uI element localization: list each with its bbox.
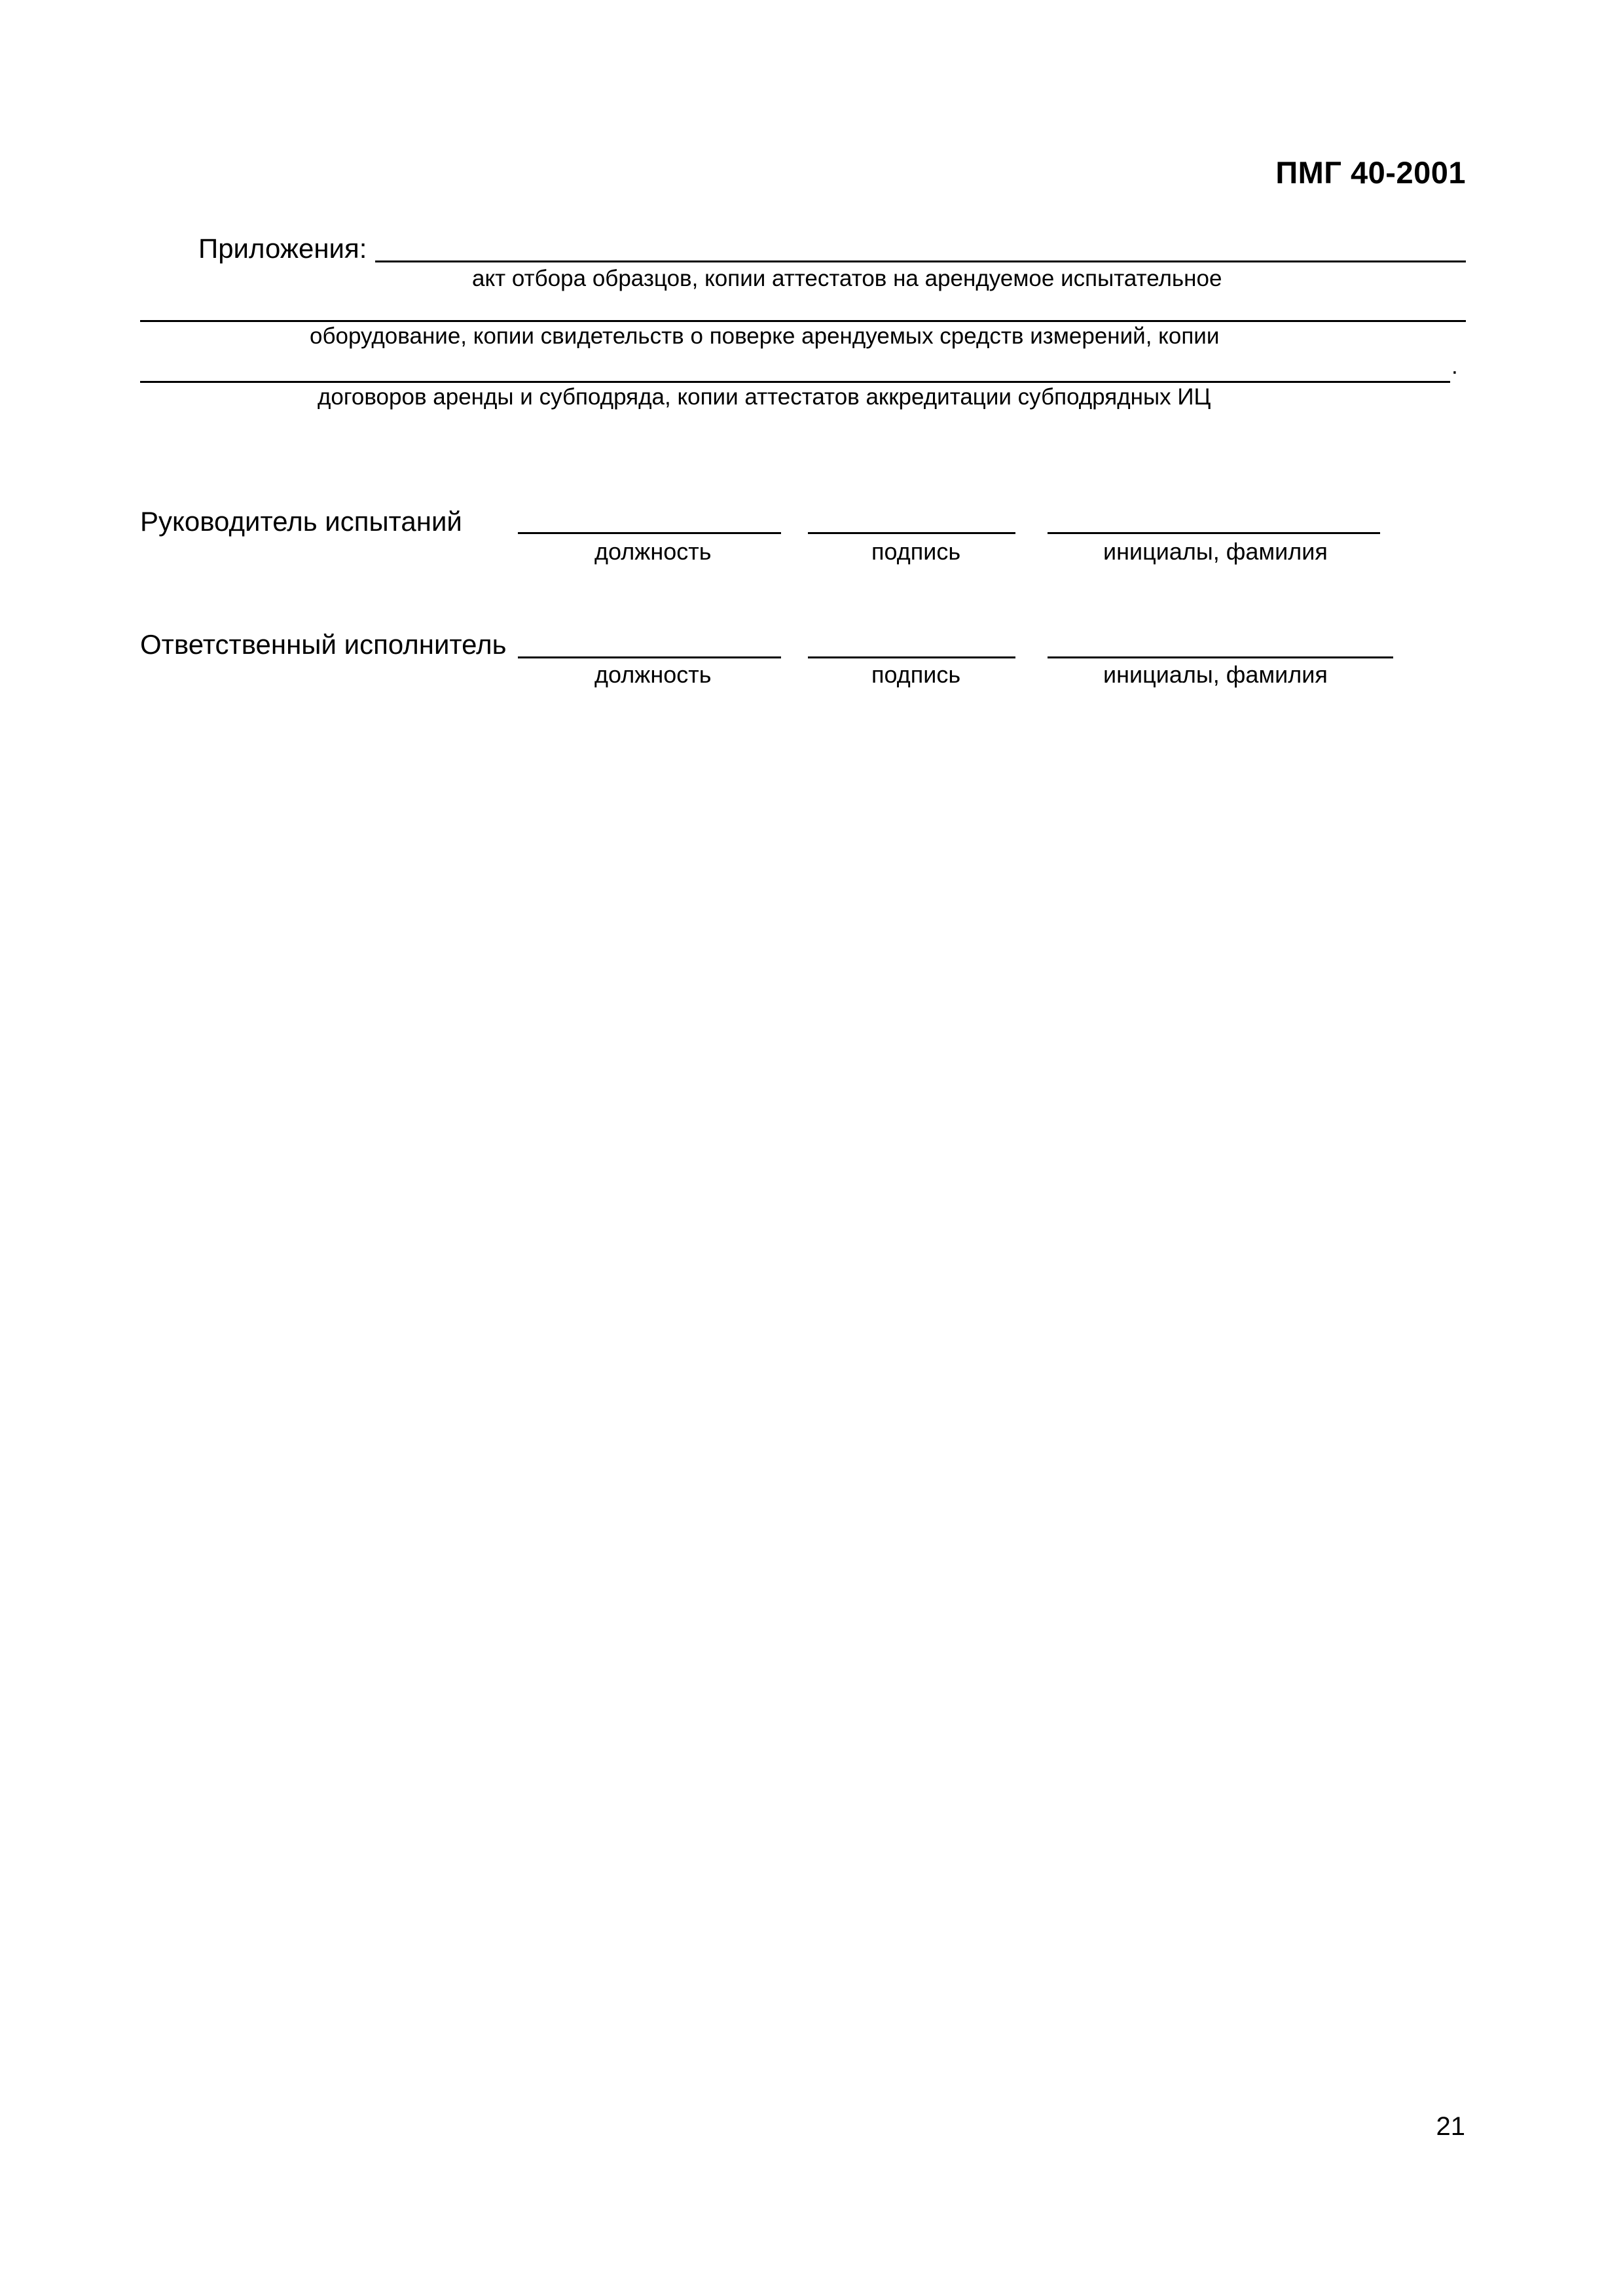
signature-position-line-2 xyxy=(518,656,781,658)
signature-role-head: Руководитель испытаний xyxy=(140,506,462,537)
signature-position-caption-2: должность xyxy=(594,661,712,688)
signature-name-caption-1: инициалы, фамилия xyxy=(1103,538,1328,565)
attachments-line-3 xyxy=(140,381,1450,383)
signature-name-caption-2: инициалы, фамилия xyxy=(1103,661,1328,688)
signature-name-line-2 xyxy=(1048,656,1393,658)
attachments-label: Приложения: xyxy=(198,233,367,264)
attachments-caption-2: оборудование, копии свидетельств о поверке арендуемых средств измерений, копии xyxy=(310,323,1220,349)
attachments-caption-3: договоров аренды и субподряда, копии аттестатов аккредитации субподрядных ИЦ xyxy=(318,384,1211,410)
signature-sign-line-1 xyxy=(808,532,1015,534)
signature-sign-line-2 xyxy=(808,656,1015,658)
signature-sign-caption-2: подпись xyxy=(871,661,961,688)
attachments-end-mark: . xyxy=(1451,353,1458,379)
attachments-line-1 xyxy=(375,260,1466,262)
signature-sign-caption-1: подпись xyxy=(871,538,961,565)
signature-position-line-1 xyxy=(518,532,781,534)
page-number: 21 xyxy=(1436,2112,1465,2141)
signature-name-line-1 xyxy=(1048,532,1380,534)
attachments-caption-1: акт отбора образцов, копии аттестатов на арендуемое испытательное xyxy=(472,266,1222,291)
signature-position-caption-1: должность xyxy=(594,538,712,565)
signature-role-executor: Ответственный исполнитель xyxy=(140,629,507,660)
document-code: ПМГ 40-2001 xyxy=(1275,155,1466,190)
attachments-line-2 xyxy=(140,320,1466,322)
